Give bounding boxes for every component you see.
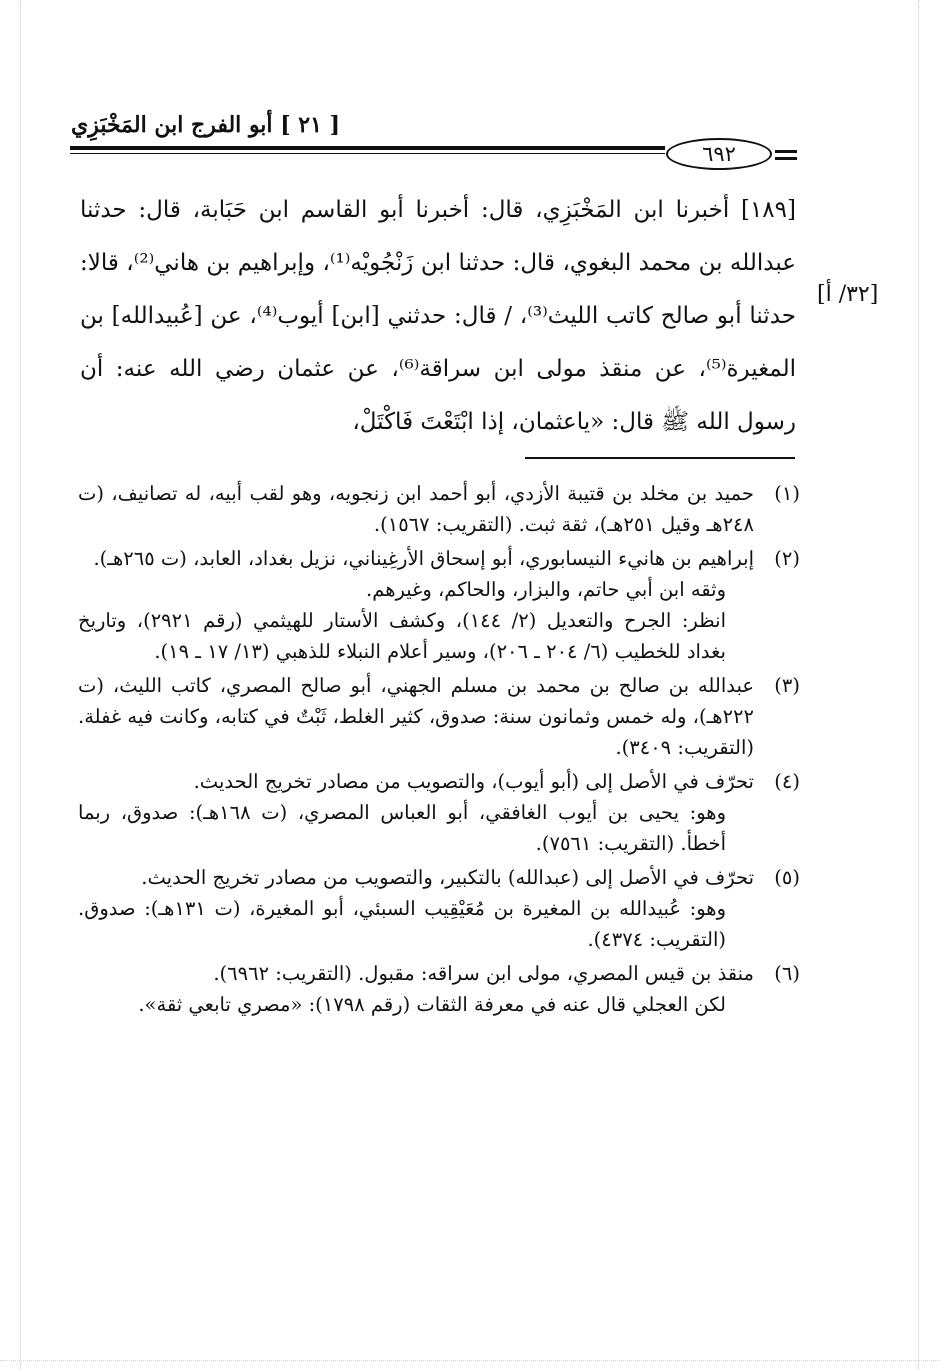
- footnote-number: (٥): [774, 866, 800, 889]
- header-dash: [775, 157, 797, 160]
- scan-guide: [918, 0, 919, 1370]
- footnote-line: انظر: الجرح والتعديل (٢/ ١٤٤)، وكشف الأستار للهيثمي (رقم ٢٩٢١)، وتاريخ بغداد للخطيب (٦/ ٢٠٤ ـ ٢٠٦)، وسير أعلام النبلاء للذهبي (١٣/ ١٧ ـ ١٩).: [78, 609, 726, 663]
- footnote-number: (١): [774, 482, 800, 505]
- footnote-line: وهو: يحيى بن أيوب الغافقي، أبو العباس المصري، (ت ١٦٨هـ): صدوق، ربما أخطأ. (التقريب: ٧٥٦١).: [78, 801, 726, 855]
- footnote: [78, 958, 800, 1020]
- footnote-line: إبراهيم بن هانيء النيسابوري، أبو إسحاق الأرغِيناني، نزيل بغداد، العابد، (ت ٢٦٥هـ).: [93, 547, 754, 570]
- footnote: [78, 478, 800, 540]
- footnote-separator: [525, 457, 795, 459]
- header-rule: [70, 153, 665, 154]
- footnote-line: حميد بن مخلد بن قتيبة الأزدي، أبو أحمد ابن زنجويه، وهو لقب أبيه، له تصانيف، (ت ٢٤٨هـ وقيل ٢٥١هـ)، ثقة ثبت. (التقريب: ١٥٦٧).: [78, 482, 754, 536]
- footnote: [78, 766, 800, 859]
- header-dash: [775, 150, 797, 153]
- footnote-line: لكن العجلي قال عنه في معرفة الثقات (رقم ١٧٩٨): «مصري تابعي ثقة».: [138, 993, 726, 1016]
- manuscript-folio-marker: [٣٢/ أ]: [817, 282, 879, 307]
- page-number: ٦٩٢: [666, 138, 772, 170]
- footnote: [78, 862, 800, 955]
- footnote-line: تحرّف في الأصل إلى (أبو أيوب)، والتصويب من مصادر تخريج الحديث.: [193, 770, 754, 793]
- footnotes: [78, 478, 800, 1023]
- scan-guide: [0, 1360, 940, 1361]
- footnote-number: (٤): [774, 770, 800, 793]
- footnote: [78, 670, 800, 763]
- hadith-text: [١٨٩] أخبرنا ابن المَخْبَزِي، قال: أخبرنا أبو القاسم ابن حَبَابة، قال: حدثنا عبدالله بن محمد البغوي، قال: حدثنا ابن زَنْجُويْه⁽¹⁾، وإبراهيم بن هاني⁽²⁾، قالا: حدثنا أبو صالح كاتب الليث⁽³⁾، / قال: حدثني [ابن] أيوب⁽⁴⁾، عن [عُبيدالله] بن المغيرة⁽⁵⁾، عن منقذ مولى ابن سراقة⁽⁶⁾، عن عثمان رضي الله عنه: أن رسول الله ﷺ قال: «ياعثمان، إذا ابْتَعْتَ فَاكْتَلْ،: [80, 197, 796, 435]
- footnote-number: (٦): [774, 962, 800, 985]
- scan-guide: [20, 0, 21, 1370]
- running-title: [ ٢١ ] أبو الفرج ابن المَخْبَزِي: [70, 112, 340, 138]
- footnote-line: وثقه ابن أبي حاتم، والبزار، والحاكم، وغيرهم.: [366, 578, 726, 601]
- header-rule: [70, 146, 665, 150]
- footnote-line: عبدالله بن صالح بن محمد بن مسلم الجهني، أبو صالح المصري، كاتب الليث، (ت ٢٢٢هـ)، وله خمس وثمانون سنة: صدوق، كثير الغلط، ثَبْتٌ في كتابه، وكانت فيه غفلة. (التقريب: ٣٤٠٩).: [78, 674, 754, 759]
- footnote: [78, 543, 800, 667]
- footnote-number: (٢): [774, 547, 800, 570]
- footnote-line: وهو: عُبيدالله بن المغيرة بن مُعَيْقِيب السبئي، أبو المغيرة، (ت ١٣١هـ): صدوق. (التقريب: ٤٣٧٤).: [78, 897, 726, 951]
- footnote-line: تحرّف في الأصل إلى (عبدالله) بالتكبير، والتصويب من مصادر تخريج الحديث.: [141, 866, 754, 889]
- footnote-number: (٣): [774, 674, 800, 697]
- footnote-line: منقذ بن قيس المصري، مولى ابن سراقه: مقبول. (التقريب: ٦٩٦٢).: [213, 962, 754, 985]
